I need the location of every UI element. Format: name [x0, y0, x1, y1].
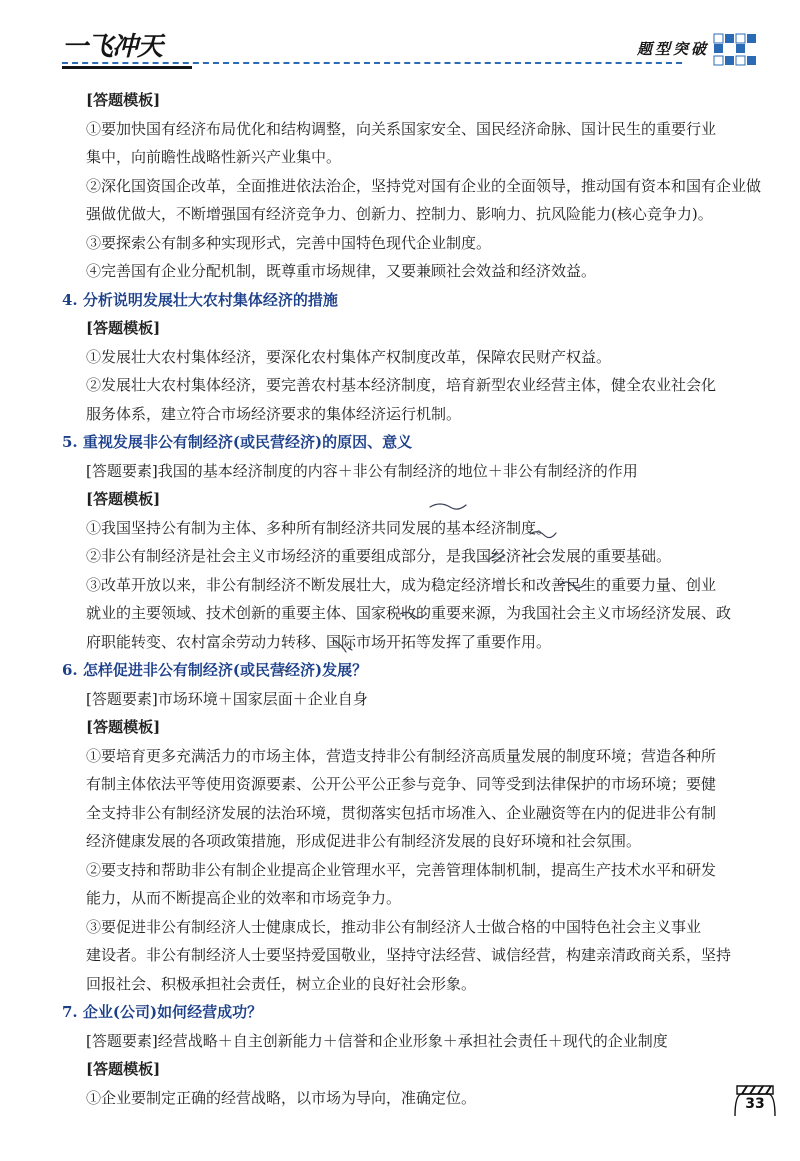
- text-line: ①我国坚持公有制为主体、多种所有制经济共同发展的基本经济制度。: [86, 518, 552, 537]
- text-line: 能力，从而不断提高企业的效率和市场竞争力。: [86, 889, 402, 907]
- text-line: ①发展壮大农村集体经济，要深化农村集体产权制度改革，保障农民财产权益。: [86, 347, 612, 366]
- text-line: ②非公有制经济是社会主义市场经济的重要组成部分，是我国经济社会发展的重要基础。: [86, 547, 672, 565]
- text-line: ①企业要制定正确的经营战略，以市场为导向，准确定位。: [86, 1088, 477, 1107]
- text-line: 就业的主要领域、技术创新的重要主体、国家税收的重要来源，为我国社会主义市场经济发展、政: [86, 604, 732, 622]
- answer-template-label: [答题模板]: [86, 718, 161, 736]
- answer-template-label: [答题模板]: [86, 319, 161, 337]
- question-heading: 5. 重视发展非公有制经济(或民营经济)的原因、意义: [62, 433, 413, 451]
- text-line: ②深化国资国企改革，全面推进依法治企，坚持党对国有企业的全面领导，推动国有资本和国有企业做: [86, 176, 762, 195]
- question-heading: 7. 企业(公司)如何经营成功？: [62, 1003, 263, 1021]
- page-number: 33: [745, 1096, 765, 1112]
- text-line: ②要支持和帮助非公有制企业提高企业管理水平，完善管理体制机制，提高生产技术水平和研发: [86, 860, 717, 879]
- header-divider: [62, 62, 682, 64]
- answer-template-label: [答题模板]: [86, 490, 161, 508]
- text-line: ③要探索公有制多种实现形式，完善中国特色现代企业制度。: [86, 233, 492, 252]
- text-line: ①要加快国有经济布局优化和结构调整，向关系国家安全、国民经济命脉、国计民生的重要行业: [86, 119, 717, 138]
- text-line: 建设者。非公有制经济人士要坚持爱国敬业，坚持守法经营、诚信经营，构建亲清政商关系，坚持: [86, 946, 732, 964]
- text-line: 全支持非公有制经济发展的法治环境，贯彻落实包括市场准入、企业融资等在内的促进非公有制: [86, 803, 717, 822]
- text-line: [答题要素]经营战略＋自主创新能力＋信誉和企业形象＋承担社会责任＋现代的企业制度: [86, 1031, 668, 1050]
- text-line: ②发展壮大农村集体经济，要完善农村基本经济制度，培育新型农业经营主体，健全农业社会化: [86, 376, 717, 394]
- text-line: 集中，向前瞻性战略性新兴产业集中。: [86, 148, 342, 166]
- text-line: 回报社会、积极承担社会责任，树立企业的良好社会形象。: [86, 974, 477, 993]
- text-line: 强做优做大，不断增强国有经济竞争力、创新力、控制力、影响力、抗风险能力(核心竞争力)。: [86, 205, 713, 223]
- text-line: ③要促进非公有制经济人士健康成长，推动非公有制经济人士做合格的中国特色社会主义事业: [86, 917, 702, 936]
- header-divider-accent: [62, 66, 192, 69]
- grid-pattern-icon: [712, 30, 760, 72]
- text-line: [答题要素]我国的基本经济制度的内容＋非公有制经济的地位＋非公有制经济的作用: [86, 461, 638, 480]
- brand-logo: 一飞冲天: [62, 32, 163, 62]
- section-title: 题型突破: [637, 40, 710, 58]
- text-line: 经济健康发展的各项政策措施，形成促进非公有制经济发展的良好环境和社会氛围。: [86, 832, 642, 850]
- question-heading: 6. 怎样促进非公有制经济(或民营经济)发展？: [62, 661, 368, 679]
- text-line: 服务体系，建立符合市场经济要求的集体经济运行机制。: [86, 404, 462, 423]
- answer-template-label: [答题模板]: [86, 1060, 161, 1078]
- text-line: ①要培育更多充满活力的市场主体，营造支持非公有制经济高质量发展的制度环境；营造各种所: [86, 746, 717, 765]
- page-header: [0, 0, 800, 80]
- document-body: [62, 86, 762, 1112]
- text-line: ③改革开放以来，非公有制经济不断发展壮大，成为稳定经济增长和改善民生的重要力量、创业: [86, 575, 717, 594]
- question-heading: 4. 分析说明发展壮大农村集体经济的措施: [62, 290, 338, 309]
- answer-template-label: [答题模板]: [86, 91, 161, 109]
- text-line: [答题要素]市场环境＋国家层面＋企业自身: [86, 689, 368, 708]
- text-line: ④完善国有企业分配机制，既尊重市场规律，又要兼顾社会效益和经济效益。: [86, 262, 597, 280]
- text-line: 府职能转变、农村富余劳动力转移、国际市场开拓等发挥了重要作用。: [86, 632, 552, 651]
- text-line: 有制主体依法平等使用资源要素、公开公平公正参与竞争、同等受到法律保护的市场环境；要健: [86, 775, 717, 793]
